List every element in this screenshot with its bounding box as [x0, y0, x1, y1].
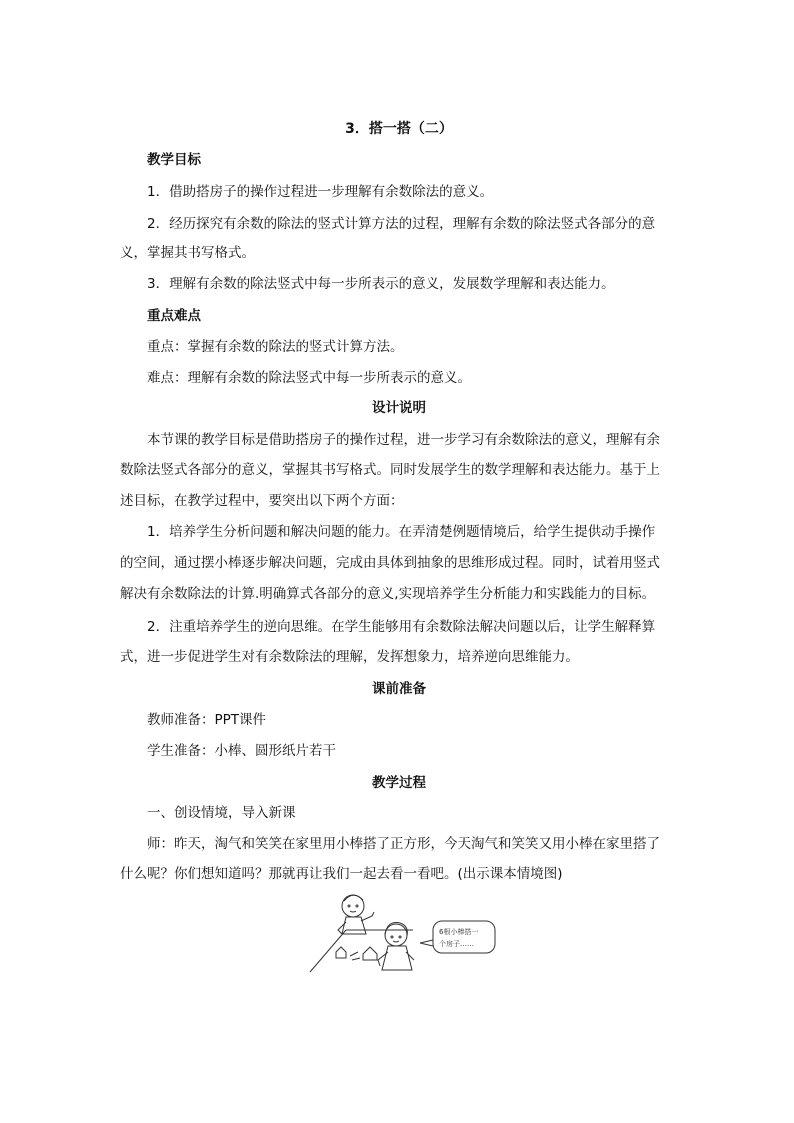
- design-para-2-line-3: 解决有余数除法的计算.明确算式各部分的意义,实现培养学生分析能力和实践能力的目标。: [120, 586, 656, 602]
- design-para-1-line-3: 述目标，在教学过程中，要突出以下两个方面：: [120, 493, 404, 509]
- scene-illustration: [308, 890, 498, 975]
- document-page: [120, 0, 678, 1123]
- design-para-3-line-1: 2．注重培养学生的逆向思维。在学生能够用有余数除法解决问题以后，让学生解释算: [147, 619, 656, 635]
- design-para-1-line-1: 本节课的教学目标是借助搭房子的操作过程，进一步学习有余数除法的意义，理解有余: [147, 432, 660, 448]
- speech-bubble: [433, 921, 495, 953]
- boy-body: [342, 917, 366, 934]
- goal-2-line-1: 2．经历探究有余数的除法的竖式计算方法的过程，理解有余数的除法竖式各部分的意: [147, 216, 656, 232]
- design-heading: 设计说明: [372, 400, 426, 416]
- girl-head: [385, 924, 407, 946]
- key-point: 重点：掌握有余数的除法的竖式计算方法。: [147, 339, 404, 355]
- teacher-talk-line-2: 什么呢？你们想知道吗？那就再让我们一起去看一看吧。(出示课本情境图): [120, 866, 563, 882]
- boy-arm-raised: [361, 912, 374, 921]
- teacher-talk-line-1: 师：昨天，淘气和笑笑在家里用小棒搭了正方形，今天淘气和笑笑又用小棒在家里搭了: [147, 836, 660, 852]
- bubble-text-line-2: 个房子……: [439, 940, 474, 948]
- boy-hair: [344, 895, 363, 901]
- goal-3: 3．理解有余数的除法竖式中每一步所表示的意义，发展数学理解和表达能力。: [147, 276, 615, 292]
- speech-bubble-tail: [420, 940, 433, 946]
- girl-body: [382, 946, 412, 970]
- girl-hair: [385, 923, 407, 937]
- goal-1: 1．借助搭房子的操作过程进一步理解有余数除法的意义。: [147, 184, 494, 200]
- goals-heading: 教学目标: [147, 152, 201, 168]
- student-prep: 学生准备：小棒、圆形纸片若干: [147, 743, 336, 759]
- design-para-1-line-2: 数除法竖式各部分的意义，掌握其书写格式。同时发展学生的数学理解和表达能力。基于上: [120, 462, 660, 478]
- process-heading: 教学过程: [372, 775, 426, 791]
- goal-2-line-2: 义，掌握其书写格式。: [120, 245, 255, 261]
- design-para-3-line-2: 式，进一步促进学生对有余数除法的理解，发挥想象力，培养逆向思维能力。: [120, 649, 579, 665]
- girl-arm: [378, 952, 388, 966]
- design-para-2-line-1: 1．培养学生分析问题和解决问题的能力。在弄清楚例题情境后，给学生提供动手操作: [147, 524, 656, 540]
- lesson-title: 3．搭一搭（二）: [345, 121, 453, 137]
- teacher-prep: 教师准备：PPT课件: [147, 712, 267, 728]
- design-para-2-line-2: 的空间，通过摆小棒逐步解决问题，完成由具体到抽象的思维形成过程。同时，试着用竖式: [120, 555, 660, 571]
- prep-heading: 课前准备: [372, 681, 426, 697]
- girl-arm-right: [406, 952, 414, 960]
- stick-house-1: [363, 947, 377, 960]
- bubble-text-line-1: 6根小棒搭一: [439, 928, 479, 936]
- key-points-heading: 重点难点: [147, 308, 201, 324]
- stick-house-2: [336, 947, 346, 958]
- step-1-heading: 一、创设情境，导入新课: [147, 805, 296, 821]
- difficult-point: 难点：理解有余数的除法竖式中每一步所表示的意义。: [147, 370, 471, 386]
- table-edge-left: [310, 930, 346, 972]
